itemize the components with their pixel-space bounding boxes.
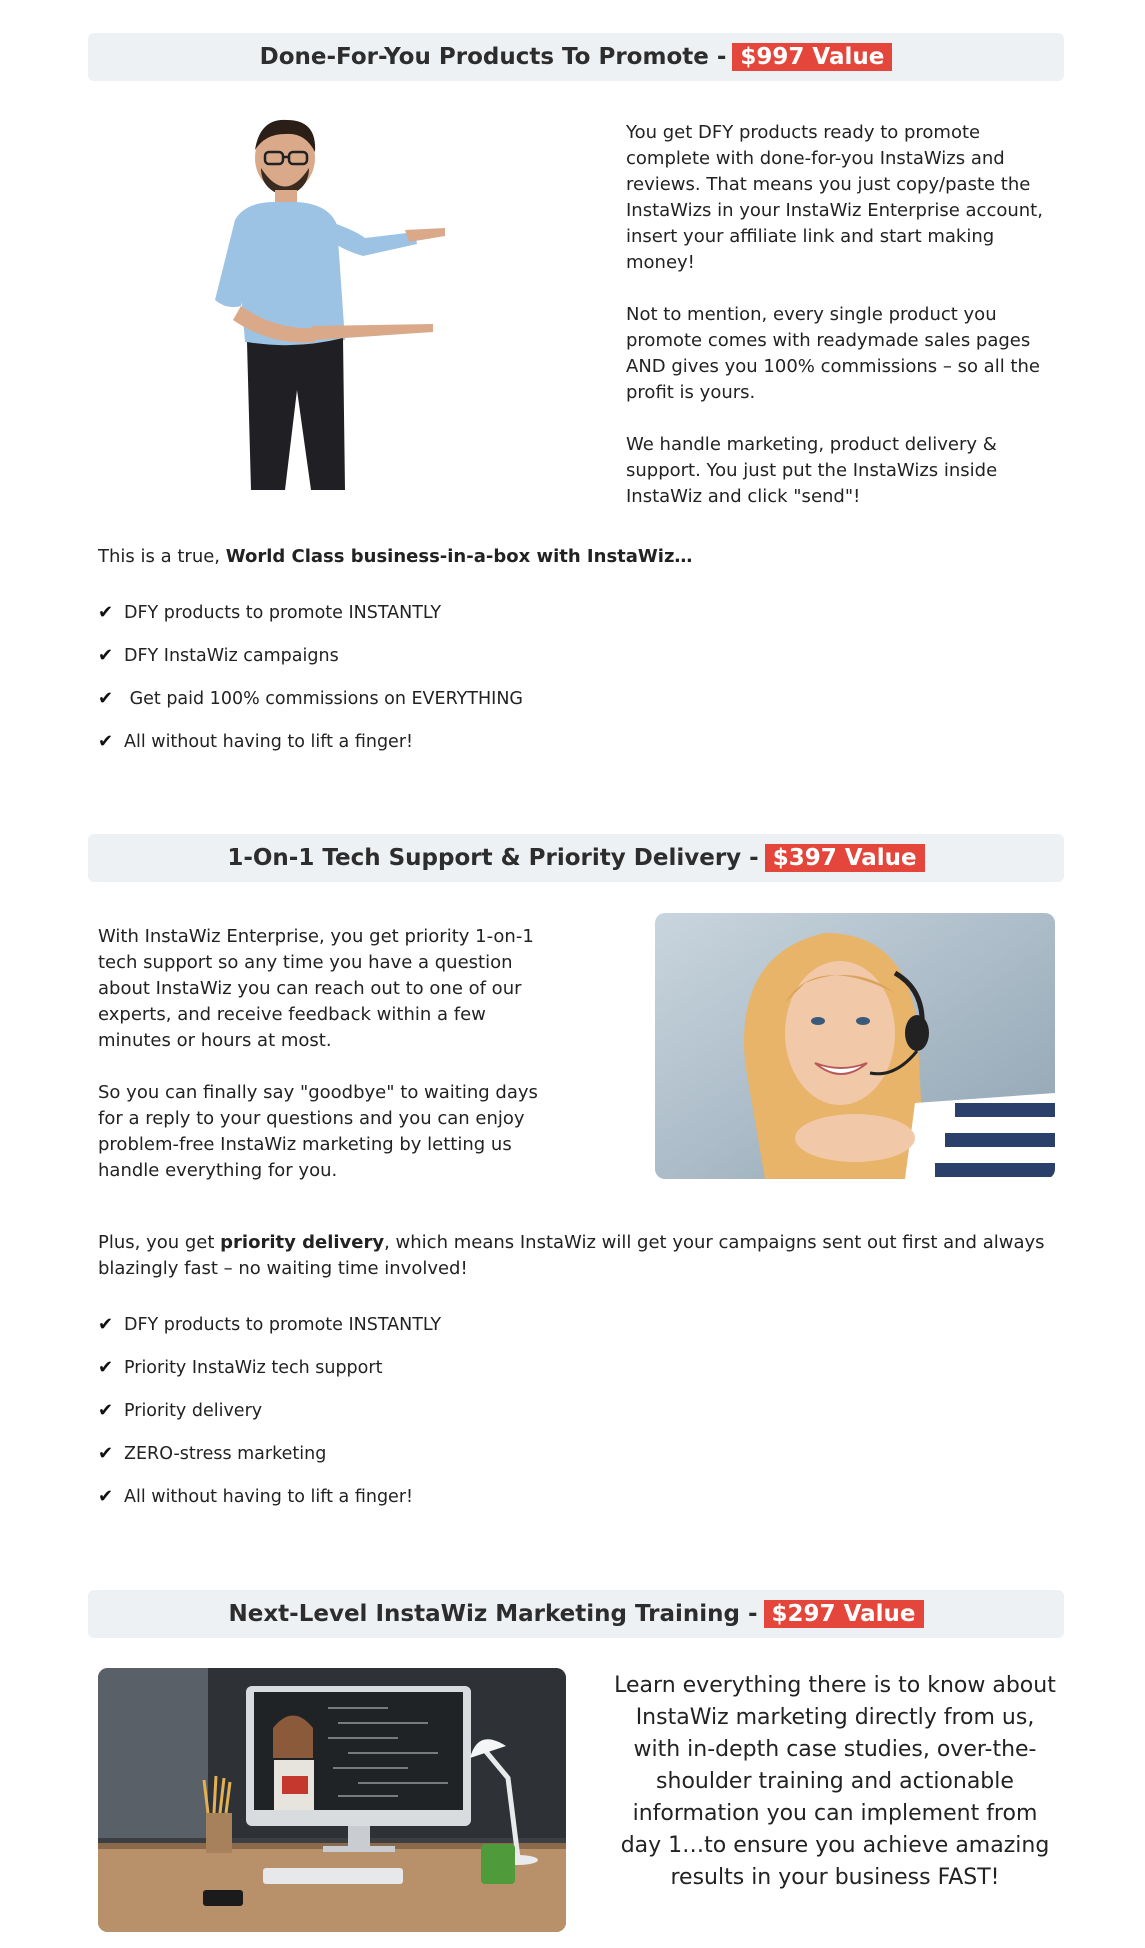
list-item-label: DFY products to promote INSTANTLY: [124, 602, 442, 623]
section-title: Next-Level InstaWiz Marketing Training -: [228, 1601, 758, 1627]
intro-bold-text: World Class business-in-a-box with InstaWiz…: [225, 546, 693, 567]
priority-delivery-bold: priority delivery: [220, 1232, 385, 1253]
training-description: [610, 1670, 1060, 1894]
dfy-description: [626, 120, 1046, 510]
value-badge: $397 Value: [765, 844, 925, 872]
list-item: [98, 1389, 441, 1432]
section-title: 1-On-1 Tech Support & Priority Delivery -: [227, 845, 759, 871]
paragraph: We handle marketing, product delivery & support. You just put the InstaWizs inside InstaWiz and click "send"!: [626, 434, 998, 507]
list-item: [98, 1432, 441, 1475]
paragraph: You get DFY products ready to promote complete with done-for-you InstaWizs and reviews. That means you just copy/paste the InstaWizs in your InstaWiz Enterprise account, insert your affiliate link and start making money!: [626, 122, 1043, 273]
list-item: [98, 677, 523, 720]
list-item: [98, 720, 523, 763]
paragraph: So you can finally say "goodbye" to waiting days for a reply to your questions and you can enjoy problem-free InstaWiz marketing by letting us handle everything for you.: [98, 1082, 538, 1181]
checkmark-icon: ✔: [98, 645, 114, 666]
list-item-label: DFY products to promote INSTANTLY: [124, 1314, 442, 1335]
list-item-label: Priority InstaWiz tech support: [124, 1357, 383, 1378]
section-title: Done-For-You Products To Promote -: [259, 44, 727, 70]
list-item-label: Get paid 100% commissions on EVERYTHING: [124, 688, 523, 709]
list-item: [98, 1475, 441, 1518]
checkmark-icon: ✔: [98, 1314, 114, 1335]
value-badge: $997 Value: [732, 43, 892, 71]
support-agent-photo: [655, 913, 1055, 1179]
plus-text-after: , which means InstaWiz will get your campaigns sent out first and always blazingly fast – no waiting time involved!: [98, 1232, 1045, 1279]
value-badge: $297 Value: [764, 1600, 924, 1628]
section-banner-tech-support: [88, 834, 1064, 882]
list-item-label: DFY InstaWiz campaigns: [124, 645, 339, 666]
man-pointing-image: [205, 110, 445, 500]
priority-delivery-text: [98, 1230, 1058, 1282]
checkmark-icon: ✔: [98, 688, 114, 709]
checklist-tech-support: [98, 1303, 441, 1518]
support-agent-image: [655, 913, 1055, 1179]
paragraph: Learn everything there is to know about InstaWiz marketing directly from us, with in-depth case studies, over-the-shoulder training and actionable information you can implement from day 1…to ensure you achieve amazing results in your business FAST!: [614, 1673, 1056, 1890]
training-photo: [98, 1668, 566, 1932]
list-item: [98, 591, 523, 634]
checkmark-icon: ✔: [98, 1400, 114, 1421]
checklist-dfy: [98, 591, 523, 763]
training-desk-image: [98, 1668, 566, 1932]
section-banner-training: [88, 1590, 1064, 1638]
tech-support-description: [98, 924, 538, 1184]
list-item: [98, 1346, 441, 1389]
plus-text: Plus, you get: [98, 1232, 221, 1253]
checkmark-icon: ✔: [98, 1486, 114, 1507]
checkmark-icon: ✔: [98, 1443, 114, 1464]
list-item-label: Priority delivery: [124, 1400, 263, 1421]
paragraph: With InstaWiz Enterprise, you get priority 1-on-1 tech support so any time you have a question about InstaWiz you can reach out to one of our experts, and receive feedback within a few minutes or hours at most.: [98, 926, 534, 1051]
section-banner-dfy-products: [88, 33, 1064, 81]
list-item-label: ZERO-stress marketing: [124, 1443, 327, 1464]
paragraph: Not to mention, every single product you promote comes with readymade sales pages AND gives you 100% commissions – so all the profit is yours.: [626, 304, 1040, 403]
checkmark-icon: ✔: [98, 1357, 114, 1378]
list-item: [98, 634, 523, 677]
intro-text: This is a true,: [98, 546, 226, 567]
business-intro: [98, 544, 1058, 570]
checkmark-icon: ✔: [98, 731, 114, 752]
list-item: [98, 1303, 441, 1346]
checkmark-icon: ✔: [98, 602, 114, 623]
list-item-label: All without having to lift a finger!: [124, 1486, 414, 1507]
list-item-label: All without having to lift a finger!: [124, 731, 414, 752]
